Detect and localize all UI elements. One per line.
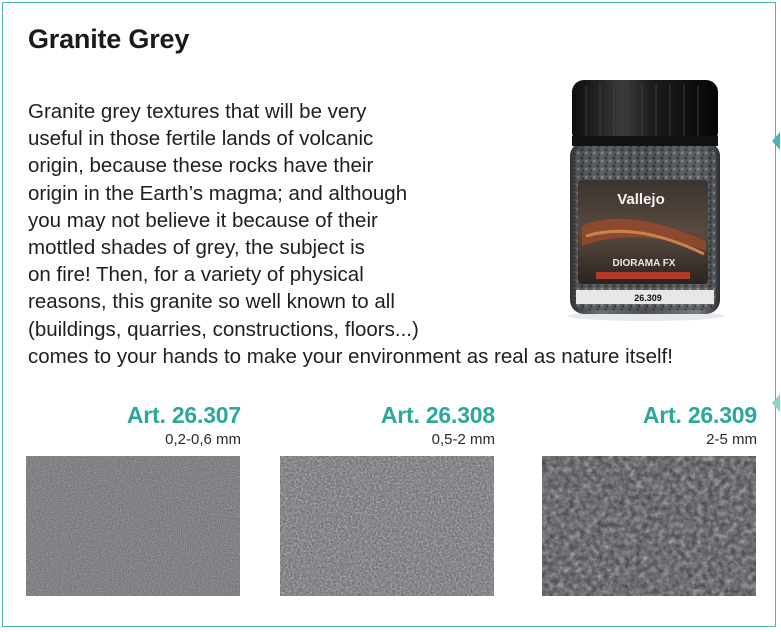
texture-swatch-medium — [280, 456, 494, 596]
product-art-number: Art. 26.308 — [380, 402, 495, 428]
product-card — [26, 402, 241, 596]
jar-line: DIORAMA FX — [612, 258, 676, 269]
description-line: comes to your hands to make your environment as real as nature itself! — [28, 344, 673, 368]
description-line: you may not believe it because of their — [28, 208, 378, 232]
description-line: mottled shades of grey, the subject is — [28, 236, 365, 260]
product-grain-size: 0,5-2 mm — [431, 431, 495, 448]
product-grain-size: 2-5 mm — [706, 431, 757, 448]
description-line: origin in the Earth’s magma; and although — [28, 181, 408, 205]
description-line: useful in those fertile lands of volcanic — [28, 127, 374, 151]
texture-swatch-fine — [26, 456, 240, 596]
description-line: reasons, this granite so well known to all — [28, 290, 395, 314]
description-line: origin, because these rocks have their — [28, 154, 374, 178]
product-art-number: Art. 26.307 — [126, 402, 241, 428]
edge-marker — [772, 132, 780, 150]
product-card — [280, 402, 495, 596]
description-line: on fire! Then, for a variety of physical — [28, 263, 364, 287]
jar-brand: Vallejo — [617, 191, 665, 208]
product-grain-size: 0,2-0,6 mm — [165, 431, 241, 448]
page-title: Granite Grey — [28, 24, 190, 54]
description-line: Granite grey textures that will be very — [28, 100, 367, 123]
product-jar-image — [556, 76, 732, 322]
edge-marker — [772, 394, 780, 412]
jar-code: 26.309 — [634, 293, 662, 303]
texture-swatch-coarse — [542, 456, 756, 596]
description-line: (buildings, quarries, constructions, floors...) — [28, 317, 419, 341]
product-art-number: Art. 26.309 — [642, 402, 757, 428]
product-card — [542, 402, 757, 596]
